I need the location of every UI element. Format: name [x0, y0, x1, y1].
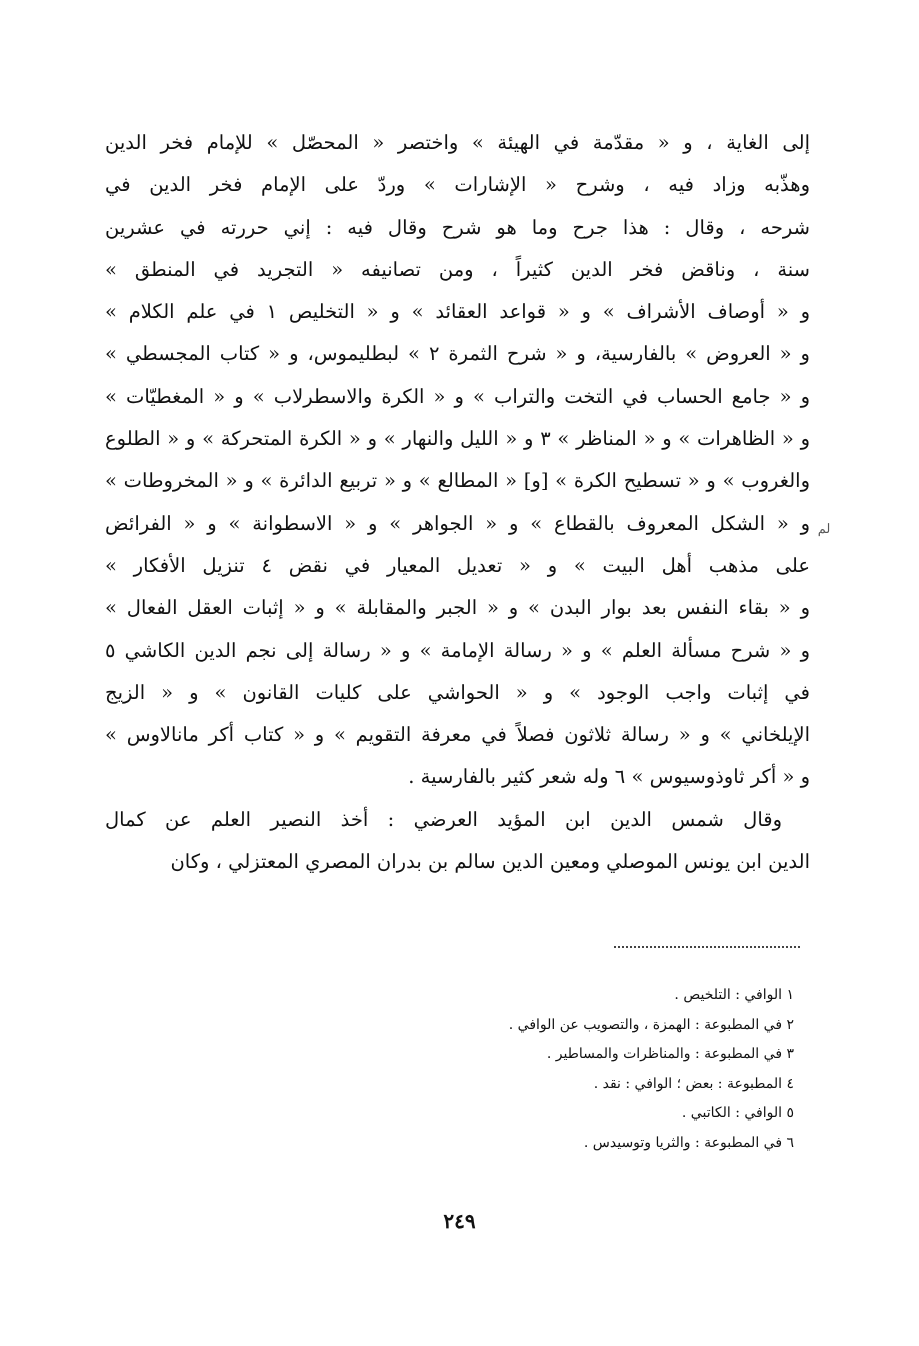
text-line: إلى الغاية ، و « مقدّمة في الهيئة » واختصر « المحصّل » للإمام فخر الدين	[105, 131, 810, 154]
text-line: والغروب » و « تسطيح الكرة » [و] « المطالع » و « تربيع الدائرة » و « المخروطات »	[105, 469, 810, 493]
footnotes	[300, 981, 794, 1159]
margin-annotation: لم	[817, 522, 831, 537]
footnote: ٢ في المطبوعة : الهمزة ، والتصويب عن الوافي .	[508, 1016, 794, 1033]
text-line: و « الشكل المعروف بالقطاع » و « الجواهر » و « الاسطوانة » و « الفرائض	[105, 511, 810, 535]
footnote: ١ الوافي : التلخيص .	[674, 987, 794, 1003]
text-line: الإيلخاني » و « رسالة ثلاثون فصلاً في معرفة التقويم » و « كتاب أكر مانالاوس »	[105, 723, 810, 747]
text-line: سنة ، وناقض فخر الدين كثيراً ، ومن تصانيفه « التجريد في المنطق »	[105, 257, 810, 281]
text-line: وقال شمس الدين ابن المؤيد العرضي : أخذ النصير العلم عن كمال	[105, 807, 782, 831]
text-line: و « بقاء النفس بعد بوار البدن » و « الجبر والمقابلة » و « إثبات العقل الفعال »	[105, 596, 810, 620]
text-line: شرحه ، وقال : هذا جرح وما هو شرح وقال فيه : إني حررته في عشرين	[105, 215, 810, 239]
text-line: على مذهب أهل البيت » و « تعديل المعيار في نقض ٤ تنزيل الأفكار »	[105, 553, 810, 577]
main-text	[105, 122, 810, 883]
text-line: الدين ابن يونس الموصلي ومعين الدين سالم بن بدران المصري المعتزلي ، وكان	[170, 850, 810, 874]
footnote: ٥ الوافي : الكاتبي .	[681, 1105, 794, 1122]
text-line: و « العروض » بالفارسية، و « شرح الثمرة ٢ » لبطليموس، و « كتاب المجسطي »	[105, 342, 810, 366]
footnote: ٤ المطبوعة : بعض ؛ الوافي : نقد .	[593, 1075, 794, 1092]
footnote: ٣ في المطبوعة : والمناظرات والمساطير .	[546, 1046, 794, 1063]
text-line: و « الظاهرات » و « المناظر » ٣ و « الليل والنهار » و « الكرة المتحركة » و « الطلوع	[105, 427, 810, 451]
text-line: و « جامع الحساب في التخت والتراب » و « الكرة والاسطرلاب » و « المغطيّات »	[105, 384, 810, 408]
text-line: في إثبات واجب الوجود » و « الحواشي على كليات القانون » و « الزيج	[105, 680, 810, 704]
page-number: ٢٤٩	[443, 1209, 476, 1233]
text-line: و « شرح مسألة العلم » و « رسالة الإمامة » و « رسالة إلى نجم الدين الكاشي ٥	[105, 638, 810, 662]
footnote-separator	[614, 946, 800, 948]
footnote: ٦ في المطبوعة : والثريا وتوسيدس .	[583, 1134, 794, 1151]
text-line: وهذّبه وزاد فيه ، وشرح « الإشارات » وردّ على الإمام فخر الدين في	[105, 173, 810, 197]
text-line: و « أوصاف الأشراف » و « قواعد العقائد » و « التخليص ١ في علم الكلام »	[105, 300, 810, 324]
text-line: و « أكر ثاوذوسيوس » ٦ وله شعر كثير بالفارسية .	[408, 765, 810, 789]
